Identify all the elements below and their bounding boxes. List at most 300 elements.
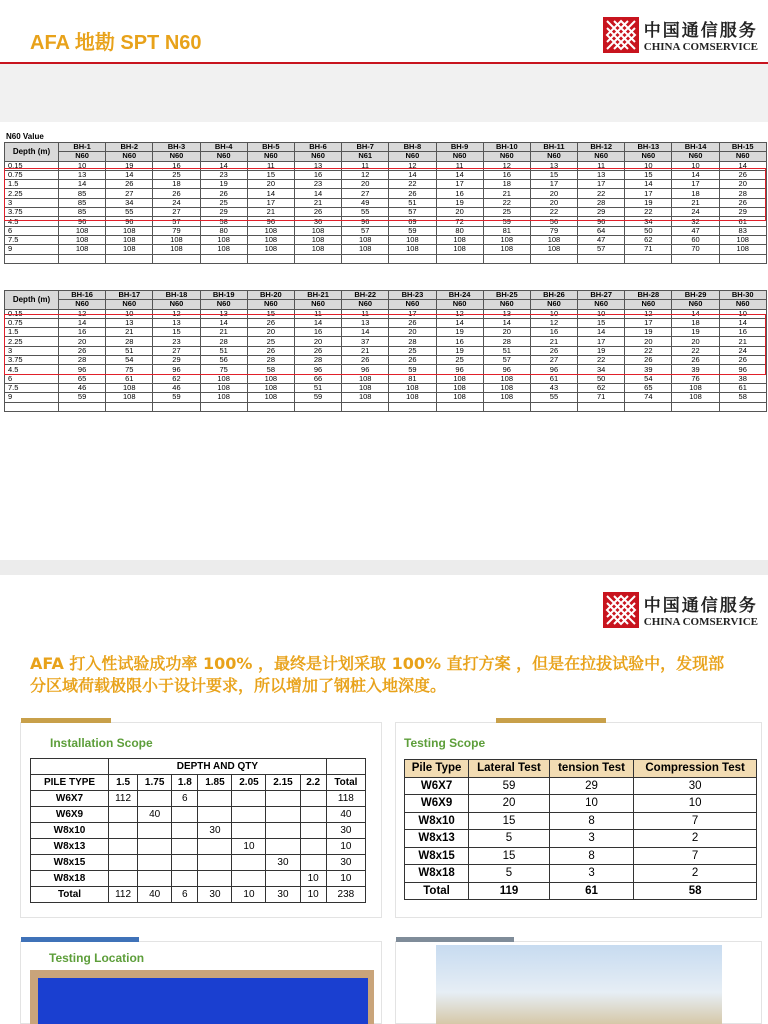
qty-cell — [300, 823, 326, 839]
unit-header: N60 — [389, 300, 436, 309]
n60-cell — [578, 254, 625, 263]
qty-cell: 10 — [300, 871, 326, 887]
n60-cell: 15 — [247, 309, 294, 318]
n60-cell: 26 — [719, 198, 766, 207]
n60-cell: 55 — [530, 393, 577, 402]
n60-cell: 16 — [483, 170, 530, 179]
n60-cell: 108 — [200, 245, 247, 254]
n60-cell: 69 — [389, 217, 436, 226]
unit-header: N60 — [200, 300, 247, 309]
n60-cell: 13 — [153, 318, 200, 327]
count-cell: 7 — [634, 812, 757, 830]
n60-cell — [59, 254, 106, 263]
n60-cell: 25 — [247, 337, 294, 346]
n60-cell: 12 — [342, 170, 389, 179]
n60-cell: 28 — [578, 198, 625, 207]
borehole-header: BH-11 — [530, 143, 577, 152]
n60-cell: 108 — [672, 393, 719, 402]
borehole-header: BH-19 — [200, 291, 247, 300]
n60-cell: 59 — [389, 226, 436, 235]
n60-cell: 108 — [342, 235, 389, 244]
table-row — [31, 791, 366, 807]
qty-cell — [198, 839, 232, 855]
testing-scope-title: Testing Scope — [404, 736, 486, 750]
n60-cell: 20 — [436, 208, 483, 217]
n60-cell: 56 — [530, 217, 577, 226]
pile-type-cell: W8x15 — [405, 847, 469, 865]
table-row — [405, 847, 757, 865]
n60-cell: 16 — [294, 170, 341, 179]
n60-cell: 47 — [578, 235, 625, 244]
table-row — [5, 383, 767, 392]
slide-test-summary — [0, 575, 768, 1024]
n60-cell: 20 — [389, 328, 436, 337]
n60-cell: 108 — [200, 393, 247, 402]
column-header: 1.75 — [138, 775, 172, 791]
table-row — [5, 226, 767, 235]
count-cell: 30 — [634, 777, 757, 795]
depth-cell: 9 — [5, 393, 59, 402]
qty-cell: 30 — [266, 887, 300, 903]
n60-cell: 57 — [153, 217, 200, 226]
n60-cell: 26 — [719, 170, 766, 179]
n60-cell: 25 — [200, 198, 247, 207]
borehole-header: BH-29 — [672, 291, 719, 300]
unit-header: N60 — [294, 300, 341, 309]
n60-cell: 59 — [389, 365, 436, 374]
borehole-header: BH-14 — [672, 143, 719, 152]
n60-cell: 28 — [200, 337, 247, 346]
n60-cell: 108 — [106, 383, 153, 392]
n60-cell: 72 — [436, 217, 483, 226]
n60-cell: 14 — [59, 318, 106, 327]
n60-cell: 14 — [436, 318, 483, 327]
n60-cell: 25 — [389, 346, 436, 355]
unit-header: N60 — [483, 152, 530, 161]
unit-header: N60 — [153, 152, 200, 161]
logo-chinese-text: 中国通信服务 — [643, 596, 758, 616]
n60-cell: 14 — [483, 318, 530, 327]
count-cell: 61 — [549, 882, 633, 900]
borehole-header: BH-27 — [578, 291, 625, 300]
n60-cell: 74 — [625, 393, 672, 402]
n60-cell: 15 — [625, 170, 672, 179]
n60-cell: 108 — [247, 226, 294, 235]
qty-cell: 40 — [138, 887, 172, 903]
n60-cell: 19 — [436, 328, 483, 337]
pile-type-cell: Total — [31, 887, 109, 903]
n60-cell: 12 — [59, 309, 106, 318]
depth-cell: 1.5 — [5, 328, 59, 337]
n60-cell: 108 — [106, 235, 153, 244]
n60-cell: 38 — [719, 374, 766, 383]
table-row — [5, 402, 767, 411]
n60-cell: 81 — [389, 374, 436, 383]
borehole-header: BH-17 — [106, 291, 153, 300]
n60-cell: 19 — [672, 328, 719, 337]
n60-cell: 108 — [389, 383, 436, 392]
n60-cell: 23 — [153, 337, 200, 346]
qty-cell: 30 — [198, 823, 232, 839]
table-row — [5, 393, 767, 402]
depth-cell: 6 — [5, 226, 59, 235]
n60-cell: 108 — [153, 235, 200, 244]
depth-cell: 0.15 — [5, 161, 59, 170]
n60-cell: 85 — [59, 198, 106, 207]
n60-cell: 16 — [436, 337, 483, 346]
n60-cell: 96 — [436, 365, 483, 374]
n60-cell: 108 — [106, 393, 153, 402]
n60-cell: 26 — [59, 346, 106, 355]
n60-cell: 24 — [153, 198, 200, 207]
n60-cell: 96 — [530, 365, 577, 374]
qty-cell — [172, 823, 198, 839]
depth-cell: 3.75 — [5, 356, 59, 365]
n60-cell: 62 — [578, 383, 625, 392]
n60-cell: 32 — [672, 217, 719, 226]
n60-cell: 108 — [342, 245, 389, 254]
n60-cell: 34 — [106, 198, 153, 207]
count-cell: 5 — [469, 865, 550, 883]
n60-cell: 61 — [719, 383, 766, 392]
n60-cell — [436, 254, 483, 263]
n60-cell: 28 — [294, 356, 341, 365]
n60-cell: 19 — [106, 161, 153, 170]
unit-header: N60 — [578, 152, 625, 161]
borehole-header: BH-10 — [483, 143, 530, 152]
n60-cell: 57 — [578, 245, 625, 254]
depth-cell: 6 — [5, 374, 59, 383]
n60-cell: 28 — [389, 337, 436, 346]
n60-cell — [106, 254, 153, 263]
qty-cell: 10 — [300, 887, 326, 903]
n60-cell: 58 — [247, 365, 294, 374]
n60-cell: 59 — [153, 393, 200, 402]
n60-cell: 25 — [153, 170, 200, 179]
panel-accent-bar — [396, 937, 514, 942]
pile-type-cell: W8x18 — [31, 871, 109, 887]
n60-cell: 96 — [342, 365, 389, 374]
table-row — [405, 830, 757, 848]
qty-cell — [232, 855, 266, 871]
count-cell: 3 — [549, 865, 633, 883]
n60-cell: 57 — [389, 208, 436, 217]
qty-cell — [172, 855, 198, 871]
n60-cell: 36 — [294, 217, 341, 226]
n60-cell: 108 — [200, 374, 247, 383]
n60-cell: 27 — [106, 189, 153, 198]
depth-cell: 2.25 — [5, 189, 59, 198]
n60-cell: 61 — [530, 374, 577, 383]
n60-cell: 21 — [106, 328, 153, 337]
count-cell: 58 — [634, 882, 757, 900]
unit-header: N60 — [106, 152, 153, 161]
n60-cell: 28 — [59, 356, 106, 365]
n60-cell: 14 — [294, 189, 341, 198]
n60-cell: 22 — [578, 189, 625, 198]
count-cell: 10 — [634, 795, 757, 813]
n60-cell: 17 — [578, 337, 625, 346]
logo-mark-icon — [603, 17, 639, 53]
pile-type-cell: Total — [405, 882, 469, 900]
n60-cell: 26 — [389, 318, 436, 327]
n60-cell: 15 — [247, 170, 294, 179]
n60-cell: 14 — [436, 170, 483, 179]
n60-cell: 22 — [530, 208, 577, 217]
n60-cell: 79 — [530, 226, 577, 235]
borehole-header: BH-20 — [247, 291, 294, 300]
n60-cell: 25 — [436, 356, 483, 365]
n60-cell — [625, 402, 672, 411]
column-header: 1.85 — [198, 775, 232, 791]
n60-cell: 10 — [625, 161, 672, 170]
n60-cell: 60 — [672, 235, 719, 244]
slide1-footer-area — [0, 447, 768, 560]
n60-cell: 71 — [578, 393, 625, 402]
column-header: Total — [326, 775, 365, 791]
n60-cell: 17 — [625, 189, 672, 198]
n60-cell: 85 — [59, 189, 106, 198]
blank-cell — [31, 759, 109, 775]
n60-cell: 65 — [625, 383, 672, 392]
n60-cell: 108 — [389, 245, 436, 254]
qty-cell — [232, 823, 266, 839]
n60-cell: 14 — [200, 318, 247, 327]
unit-header: N60 — [672, 300, 719, 309]
unit-header: N61 — [342, 152, 389, 161]
qty-cell: 40 — [138, 807, 172, 823]
unit-header: N60 — [59, 300, 106, 309]
n60-cell: 14 — [200, 161, 247, 170]
qty-cell — [198, 871, 232, 887]
n60-cell: 26 — [200, 189, 247, 198]
n60-cell: 34 — [578, 365, 625, 374]
depth-cell: 0.75 — [5, 170, 59, 179]
n60-cell: 11 — [342, 161, 389, 170]
n60-cell: 96 — [294, 365, 341, 374]
n60-cell — [719, 402, 766, 411]
n60-cell: 19 — [578, 346, 625, 355]
n60-cell: 108 — [389, 235, 436, 244]
n60-cell: 108 — [200, 383, 247, 392]
unit-header: N60 — [294, 152, 341, 161]
n60-cell: 10 — [106, 309, 153, 318]
n60-cell: 96 — [578, 217, 625, 226]
qty-cell — [109, 871, 138, 887]
table-row — [405, 777, 757, 795]
n60-cell: 18 — [153, 180, 200, 189]
table-row — [5, 254, 767, 263]
n60-cell: 16 — [59, 328, 106, 337]
count-cell: 15 — [469, 847, 550, 865]
n60-cell — [530, 254, 577, 263]
n60-cell: 108 — [436, 245, 483, 254]
n60-cell: 62 — [153, 374, 200, 383]
n60-cell: 56 — [200, 356, 247, 365]
qty-cell — [266, 871, 300, 887]
n60-cell: 23 — [200, 170, 247, 179]
pile-type-cell: W6X9 — [405, 795, 469, 813]
n60-cell: 108 — [719, 235, 766, 244]
n60-cell: 22 — [672, 346, 719, 355]
logo-english-text: CHINA COMSERVICE — [643, 616, 758, 628]
depth-cell: 3 — [5, 346, 59, 355]
borehole-header: BH-21 — [294, 291, 341, 300]
n60-cell: 29 — [719, 208, 766, 217]
n60-cell: 14 — [719, 318, 766, 327]
depth-cell: 0.75 — [5, 318, 59, 327]
table-row — [31, 887, 366, 903]
china-comservice-logo-2 — [603, 591, 758, 628]
n60-cell: 27 — [153, 208, 200, 217]
n60-cell: 13 — [342, 318, 389, 327]
n60-cell: 71 — [625, 245, 672, 254]
n60-cell: 16 — [436, 189, 483, 198]
n60-cell: 70 — [672, 245, 719, 254]
qty-cell — [138, 871, 172, 887]
table-row — [5, 245, 767, 254]
n60-cell: 108 — [530, 245, 577, 254]
n60-cell: 14 — [578, 328, 625, 337]
n60-cell: 10 — [672, 161, 719, 170]
column-header: 2.05 — [232, 775, 266, 791]
column-header: Lateral Test — [469, 760, 550, 778]
logo-english-text: CHINA COMSERVICE — [643, 41, 758, 53]
n60-cell — [106, 402, 153, 411]
n60-cell: 108 — [530, 235, 577, 244]
n60-cell: 62 — [625, 235, 672, 244]
n60-cell: 23 — [294, 180, 341, 189]
n60-cell: 26 — [106, 180, 153, 189]
qty-cell: 112 — [109, 887, 138, 903]
unit-header: N60 — [719, 300, 766, 309]
count-cell: 15 — [469, 812, 550, 830]
qty-cell — [138, 791, 172, 807]
n60-cell: 59 — [483, 217, 530, 226]
n60-cell: 15 — [153, 328, 200, 337]
n60-cell: 13 — [59, 170, 106, 179]
n60-cell: 26 — [719, 356, 766, 365]
qty-cell: 10 — [232, 839, 266, 855]
n60-cell — [389, 402, 436, 411]
n60-cell: 66 — [294, 374, 341, 383]
n60-cell: 21 — [342, 346, 389, 355]
n60-cell: 37 — [342, 337, 389, 346]
unit-header: N60 — [530, 300, 577, 309]
unit-header: N60 — [436, 152, 483, 161]
qty-cell — [232, 791, 266, 807]
unit-header: N60 — [625, 152, 672, 161]
n60-cell: 61 — [106, 374, 153, 383]
unit-header: N60 — [59, 152, 106, 161]
n60-cell: 20 — [483, 328, 530, 337]
column-header: 1.5 — [109, 775, 138, 791]
n60-cell: 29 — [578, 208, 625, 217]
n60-cell — [153, 254, 200, 263]
count-cell: 2 — [634, 830, 757, 848]
n60-cell: 26 — [294, 208, 341, 217]
n60-cell: 108 — [436, 235, 483, 244]
borehole-header: BH-5 — [247, 143, 294, 152]
count-cell: 20 — [469, 795, 550, 813]
qty-cell — [138, 855, 172, 871]
n60-cell — [483, 254, 530, 263]
n60-cell: 51 — [483, 346, 530, 355]
borehole-header: BH-24 — [436, 291, 483, 300]
count-cell: 3 — [549, 830, 633, 848]
qty-cell — [232, 871, 266, 887]
pile-type-cell: W6X9 — [31, 807, 109, 823]
n60-cell — [719, 254, 766, 263]
qty-cell — [266, 807, 300, 823]
n60-cell — [294, 254, 341, 263]
n60-cell: 20 — [530, 198, 577, 207]
n60-cell: 76 — [672, 374, 719, 383]
table-row — [31, 823, 366, 839]
n60-cell: 12 — [153, 309, 200, 318]
n60-cell: 26 — [153, 189, 200, 198]
n60-cell: 58 — [200, 217, 247, 226]
n60-cell: 10 — [530, 309, 577, 318]
n60-cell: 27 — [153, 346, 200, 355]
count-cell: 7 — [634, 847, 757, 865]
n60-cell: 50 — [625, 226, 672, 235]
borehole-header: BH-30 — [719, 291, 766, 300]
borehole-header: BH-9 — [436, 143, 483, 152]
qty-cell — [232, 807, 266, 823]
n60-cell: 11 — [247, 161, 294, 170]
qty-cell — [266, 823, 300, 839]
n60-cell: 108 — [247, 235, 294, 244]
n60-cell: 108 — [436, 383, 483, 392]
n60-cell: 51 — [200, 346, 247, 355]
n60-cell — [625, 254, 672, 263]
pile-type-cell: W8x10 — [31, 823, 109, 839]
n60-cell: 108 — [59, 226, 106, 235]
n60-cell: 13 — [106, 318, 153, 327]
n60-cell: 96 — [153, 365, 200, 374]
n60-cell: 108 — [389, 393, 436, 402]
installation-scope-title: Installation Scope — [50, 736, 153, 750]
pile-type-cell: W8x18 — [405, 865, 469, 883]
borehole-header: BH-18 — [153, 291, 200, 300]
qty-cell: 30 — [198, 887, 232, 903]
n60-cell: 108 — [483, 374, 530, 383]
depth-cell: 3 — [5, 198, 59, 207]
unit-header: N60 — [483, 300, 530, 309]
column-header: tension Test — [549, 760, 633, 778]
n60-cell: 20 — [530, 189, 577, 198]
pile-type-cell: W6X7 — [31, 791, 109, 807]
n60-cell: 58 — [719, 393, 766, 402]
column-header: Pile Type — [405, 760, 469, 778]
n60-cell: 18 — [672, 318, 719, 327]
unit-header: N60 — [342, 300, 389, 309]
n60-cell: 20 — [719, 180, 766, 189]
n60-cell: 96 — [59, 217, 106, 226]
n60-cell — [672, 254, 719, 263]
table-label: N60 Value — [6, 132, 44, 141]
column-header: Compression Test — [634, 760, 757, 778]
n60-cell: 16 — [294, 328, 341, 337]
n60-cell: 28 — [719, 189, 766, 198]
group-header-row — [31, 759, 366, 775]
slide2-title: AFA 打入性试验成功率 100% ，最终是计划采取 100% 直打方案 ，但是在拉拔试验中，发现部分区域荷载极限小于设计要求，所以增加了钢桩入地深度。 — [30, 654, 725, 695]
n60-cell: 34 — [625, 217, 672, 226]
n60-cell: 55 — [342, 208, 389, 217]
n60-cell: 24 — [719, 346, 766, 355]
n60-cell: 26 — [247, 318, 294, 327]
